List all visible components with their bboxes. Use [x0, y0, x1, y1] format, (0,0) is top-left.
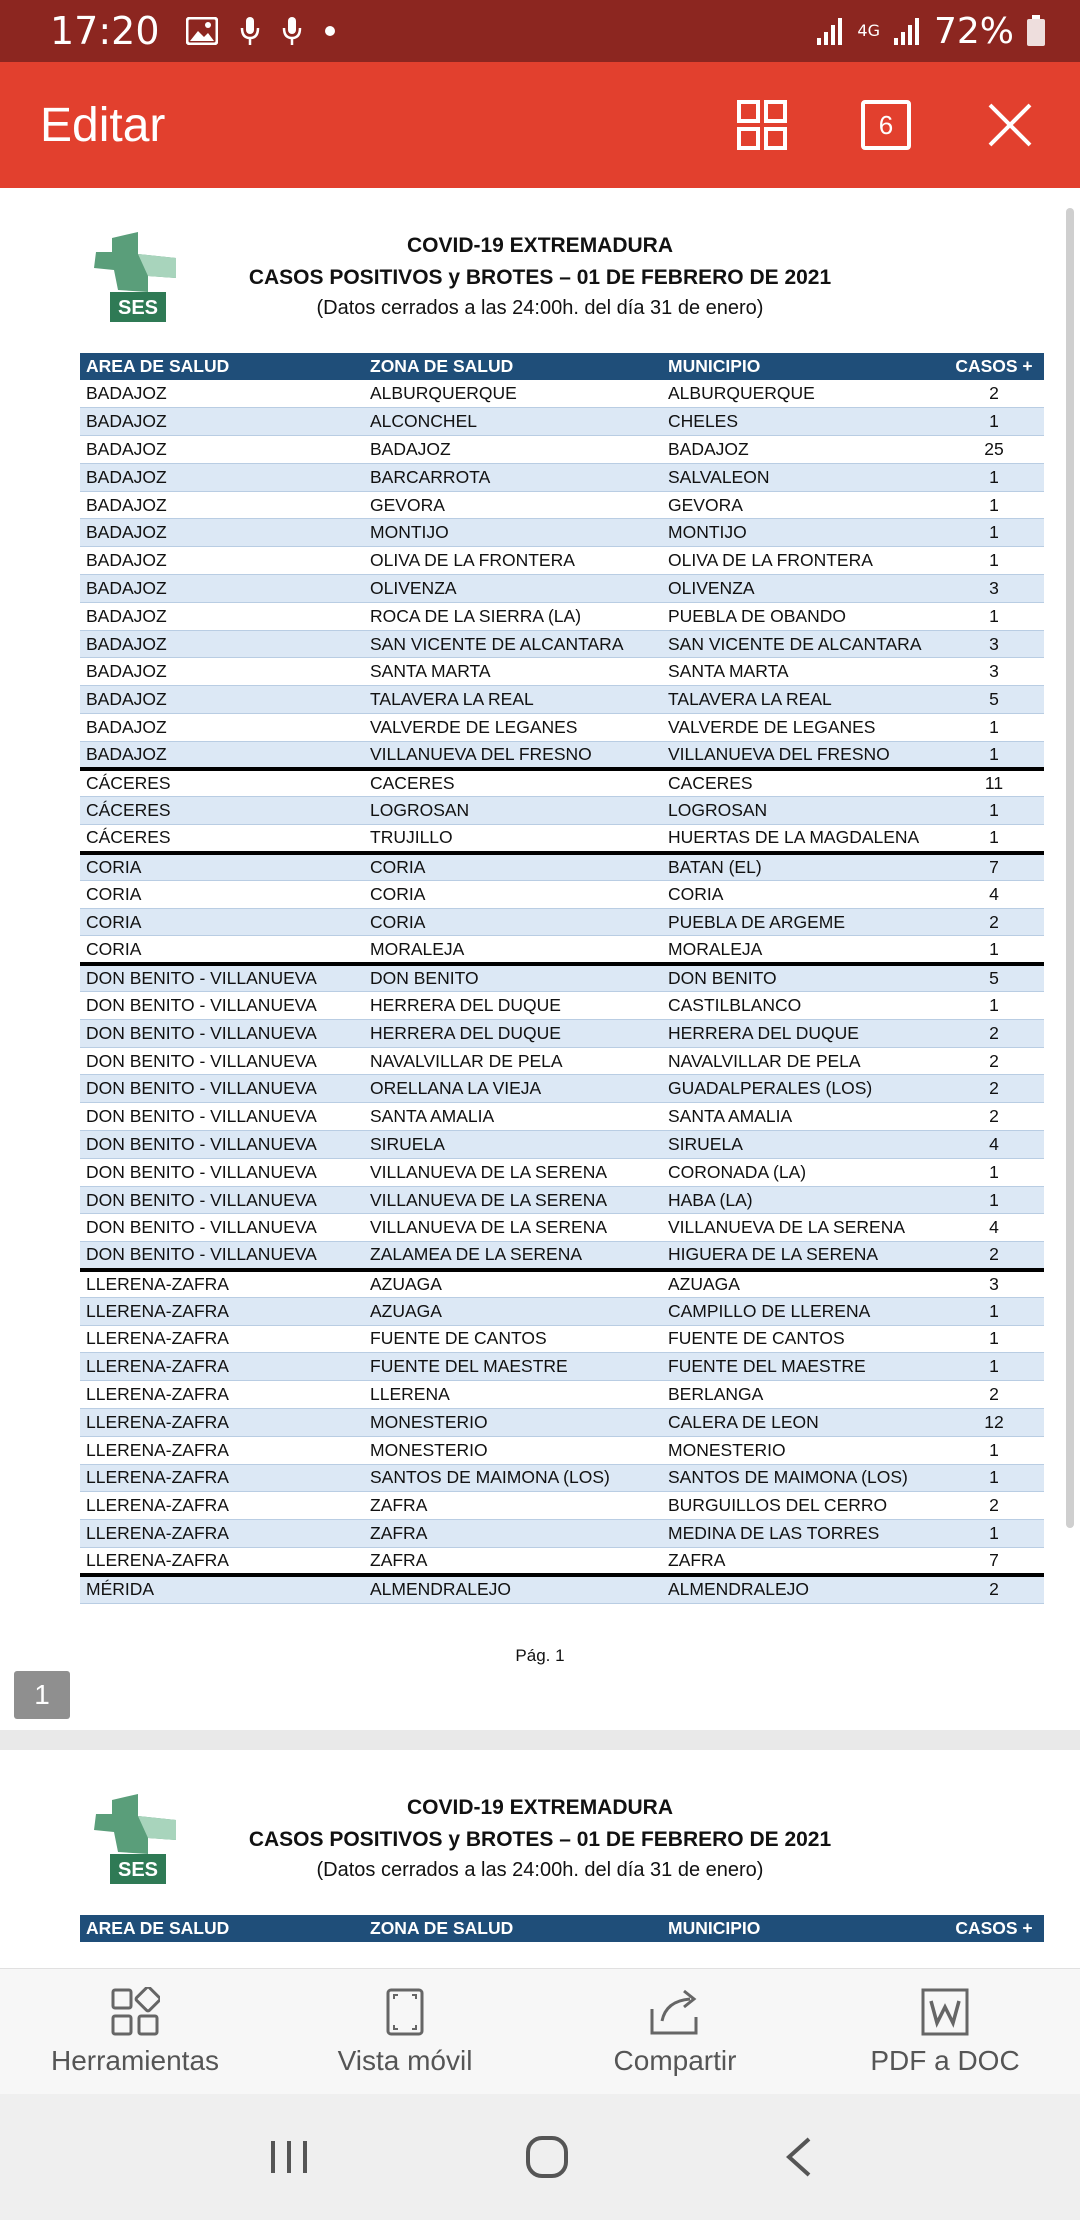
cell-municipio: SANTA AMALIA — [662, 1103, 944, 1131]
table-row — [80, 1353, 1044, 1381]
cases-table — [80, 353, 1044, 1604]
cell-municipio: ZAFRA — [662, 1547, 944, 1575]
signal-icon-2 — [892, 16, 922, 46]
cell-zona: HERRERA DEL DUQUE — [364, 1019, 662, 1047]
doc-header — [0, 188, 1080, 350]
cell-municipio: HERRERA DEL DUQUE — [662, 1019, 944, 1047]
cell-municipio: FUENTE DE CANTOS — [662, 1325, 944, 1353]
network-type: 4G — [857, 21, 880, 40]
recent-apps-icon[interactable] — [267, 2137, 311, 2177]
table-row — [80, 1019, 1044, 1047]
col-area-2: AREA DE SALUD — [80, 1915, 364, 1942]
battery-percent: 72% — [933, 10, 1014, 52]
cell-municipio: SALVALEON — [662, 463, 944, 491]
cell-area: DON BENITO - VILLANUEVA — [80, 1047, 364, 1075]
cell-casos: 1 — [944, 1158, 1044, 1186]
table-row — [80, 1186, 1044, 1214]
cell-zona: CORIA — [364, 880, 662, 908]
cell-casos: 1 — [944, 1520, 1044, 1548]
cell-casos: 5 — [944, 964, 1044, 992]
table-row — [80, 936, 1044, 964]
home-icon[interactable] — [525, 2135, 569, 2179]
cell-casos: 1 — [944, 714, 1044, 742]
cell-zona: MONESTERIO — [364, 1436, 662, 1464]
cell-casos: 2 — [944, 1242, 1044, 1270]
cell-zona: OLIVA DE LA FRONTERA — [364, 547, 662, 575]
cell-area: DON BENITO - VILLANUEVA — [80, 1131, 364, 1159]
share-label: Compartir — [613, 2044, 737, 2076]
cell-municipio: NAVALVILLAR DE PELA — [662, 1047, 944, 1075]
cell-municipio: VILLANUEVA DEL FRESNO — [662, 741, 944, 769]
cell-zona: FUENTE DEL MAESTRE — [364, 1353, 662, 1381]
cell-zona: ALCONCHEL — [364, 408, 662, 436]
cell-casos: 1 — [944, 1436, 1044, 1464]
cell-area: DON BENITO - VILLANUEVA — [80, 1103, 364, 1131]
cell-zona: ZALAMEA DE LA SERENA — [364, 1242, 662, 1270]
cell-zona: VILLANUEVA DEL FRESNO — [364, 741, 662, 769]
status-time: 17:20 — [50, 9, 160, 53]
table-row — [80, 741, 1044, 769]
table-row — [80, 1464, 1044, 1492]
table-row — [80, 408, 1044, 436]
col-municipio: MUNICIPIO — [662, 353, 944, 380]
cell-casos: 1 — [944, 825, 1044, 853]
table-row — [80, 630, 1044, 658]
cell-casos: 1 — [944, 1186, 1044, 1214]
table-header-row-2 — [80, 1915, 1044, 1942]
mobile-view-button[interactable] — [270, 1969, 540, 2094]
table-row — [80, 491, 1044, 519]
cell-zona: TALAVERA LA REAL — [364, 686, 662, 714]
table-row — [80, 825, 1044, 853]
cell-casos: 1 — [944, 519, 1044, 547]
table-row — [80, 658, 1044, 686]
doc-header-2 — [0, 1750, 1080, 1912]
cell-municipio: SIRUELA — [662, 1131, 944, 1159]
table-row — [80, 1492, 1044, 1520]
cell-zona: VILLANUEVA DE LA SERENA — [364, 1158, 662, 1186]
cell-casos: 2 — [944, 1103, 1044, 1131]
cell-municipio: CHELES — [662, 408, 944, 436]
cell-municipio: GEVORA — [662, 491, 944, 519]
cell-casos: 1 — [944, 797, 1044, 825]
cell-municipio: OLIVENZA — [662, 575, 944, 603]
cell-municipio: BADAJOZ — [662, 436, 944, 464]
microphone-icon — [240, 16, 260, 46]
table-row — [80, 1547, 1044, 1575]
cell-casos: 1 — [944, 1297, 1044, 1325]
cell-zona: CORIA — [364, 908, 662, 936]
cell-casos: 1 — [944, 1353, 1044, 1381]
doc-note-2: (Datos cerrados a las 24:00h. del día 31 de enero) — [316, 1859, 764, 1881]
cell-area: LLERENA-ZAFRA — [80, 1381, 364, 1409]
cell-area: LLERENA-ZAFRA — [80, 1520, 364, 1548]
cell-municipio: MONESTERIO — [662, 1436, 944, 1464]
table-row — [80, 908, 1044, 936]
table-row — [80, 992, 1044, 1020]
cell-zona: ROCA DE LA SIERRA (LA) — [364, 602, 662, 630]
cell-area: BADAJOZ — [80, 380, 364, 408]
table-row — [80, 575, 1044, 603]
cell-area: BADAJOZ — [80, 741, 364, 769]
cell-zona: ZAFRA — [364, 1492, 662, 1520]
col-zona-2: ZONA DE SALUD — [364, 1915, 662, 1942]
cell-area: BADAJOZ — [80, 491, 364, 519]
cell-municipio: BATAN (EL) — [662, 853, 944, 881]
cell-municipio: BERLANGA — [662, 1381, 944, 1409]
cell-zona: MORALEJA — [364, 936, 662, 964]
doc-title-2: COVID-19 EXTREMADURA — [406, 1796, 674, 1819]
cell-area: DON BENITO - VILLANUEVA — [80, 1214, 364, 1242]
cell-area: BADAJOZ — [80, 658, 364, 686]
cell-municipio: SAN VICENTE DE ALCANTARA — [662, 630, 944, 658]
table-row — [80, 1381, 1044, 1409]
table-row — [80, 436, 1044, 464]
signal-icon — [815, 16, 845, 46]
cell-area: DON BENITO - VILLANUEVA — [80, 1158, 364, 1186]
dot-icon — [324, 25, 336, 37]
cell-area: CÁCERES — [80, 769, 364, 797]
cell-area: BADAJOZ — [80, 630, 364, 658]
cell-area: MÉRIDA — [80, 1575, 364, 1603]
cell-casos: 25 — [944, 436, 1044, 464]
table-row — [80, 964, 1044, 992]
cell-area: DON BENITO - VILLANUEVA — [80, 964, 364, 992]
cell-casos: 2 — [944, 1575, 1044, 1603]
cell-casos: 12 — [944, 1408, 1044, 1436]
doc-note: (Datos cerrados a las 24:00h. del día 31 de enero) — [316, 297, 764, 319]
cell-municipio: VILLANUEVA DE LA SERENA — [662, 1214, 944, 1242]
cell-casos: 1 — [944, 992, 1044, 1020]
pdf-to-doc-label: PDF a DOC — [870, 2044, 1020, 2076]
cell-zona: DON BENITO — [364, 964, 662, 992]
tools-button[interactable] — [0, 1969, 270, 2094]
cell-municipio: SANTOS DE MAIMONA (LOS) — [662, 1464, 944, 1492]
status-bar — [0, 0, 1080, 62]
cell-casos: 11 — [944, 769, 1044, 797]
logo-text: SES — [117, 297, 159, 319]
cell-casos: 7 — [944, 1547, 1044, 1575]
cell-casos: 3 — [944, 575, 1044, 603]
cell-zona: SAN VICENTE DE ALCANTARA — [364, 630, 662, 658]
cell-municipio: PUEBLA DE OBANDO — [662, 602, 944, 630]
table-row — [80, 1214, 1044, 1242]
cell-area: CORIA — [80, 908, 364, 936]
pdf-to-doc-button[interactable] — [810, 1969, 1080, 2094]
cell-municipio: MONTIJO — [662, 519, 944, 547]
doc-subtitle-2: CASOS POSITIVOS y BROTES – 01 DE FEBRERO DE 2021 — [248, 1828, 832, 1851]
cell-zona: VALVERDE DE LEGANES — [364, 714, 662, 742]
cell-municipio: TALAVERA LA REAL — [662, 686, 944, 714]
table-row — [80, 602, 1044, 630]
cell-municipio: HUERTAS DE LA MAGDALENA — [662, 825, 944, 853]
page-count: 6 — [861, 100, 911, 150]
cell-area: CÁCERES — [80, 797, 364, 825]
cell-municipio: MORALEJA — [662, 936, 944, 964]
notification-icons — [186, 16, 336, 46]
cell-casos: 1 — [944, 491, 1044, 519]
cell-area: LLERENA-ZAFRA — [80, 1547, 364, 1575]
table-row — [80, 714, 1044, 742]
col-casos-2: CASOS + — [944, 1915, 1044, 1942]
table-row — [80, 380, 1044, 408]
cell-municipio: CORIA — [662, 880, 944, 908]
tools-icon — [110, 1987, 160, 2037]
cell-casos: 4 — [944, 880, 1044, 908]
cell-casos: 1 — [944, 1464, 1044, 1492]
col-municipio-2: MUNICIPIO — [662, 1915, 944, 1942]
cell-area: LLERENA-ZAFRA — [80, 1464, 364, 1492]
cell-municipio: PUEBLA DE ARGEME — [662, 908, 944, 936]
cell-casos: 2 — [944, 1019, 1044, 1047]
cell-area: LLERENA-ZAFRA — [80, 1492, 364, 1520]
table-row — [80, 1520, 1044, 1548]
cell-casos: 7 — [944, 853, 1044, 881]
cell-zona: ALMENDRALEJO — [364, 1575, 662, 1603]
cell-casos: 1 — [944, 602, 1044, 630]
cell-casos: 3 — [944, 630, 1044, 658]
cell-zona: LLERENA — [364, 1381, 662, 1409]
cell-zona: SANTA AMALIA — [364, 1103, 662, 1131]
cell-municipio: CASTILBLANCO — [662, 992, 944, 1020]
cell-zona: BARCARROTA — [364, 463, 662, 491]
scrollbar[interactable] — [1066, 208, 1074, 1528]
cell-zona: AZUAGA — [364, 1297, 662, 1325]
table-row — [80, 1158, 1044, 1186]
cell-casos: 1 — [944, 463, 1044, 491]
table-row — [80, 797, 1044, 825]
cell-casos: 1 — [944, 936, 1044, 964]
cell-area: LLERENA-ZAFRA — [80, 1436, 364, 1464]
cell-zona: MONESTERIO — [364, 1408, 662, 1436]
cell-municipio: LOGROSAN — [662, 797, 944, 825]
cell-area: BADAJOZ — [80, 714, 364, 742]
status-right — [815, 11, 1046, 52]
cell-zona: CACERES — [364, 769, 662, 797]
cell-zona: SANTA MARTA — [364, 658, 662, 686]
cell-casos: 2 — [944, 1381, 1044, 1409]
cell-casos: 2 — [944, 1047, 1044, 1075]
battery-icon — [1026, 15, 1046, 47]
image-icon — [186, 17, 218, 45]
cell-municipio: CAMPILLO DE LLERENA — [662, 1297, 944, 1325]
system-nav-bar — [0, 2094, 1080, 2220]
back-icon[interactable] — [783, 2135, 813, 2179]
word-doc-icon — [920, 1987, 970, 2037]
cell-casos: 2 — [944, 1075, 1044, 1103]
doc-heading — [0, 230, 1080, 322]
cell-municipio: CORONADA (LA) — [662, 1158, 944, 1186]
cell-area: CORIA — [80, 880, 364, 908]
cell-casos: 4 — [944, 1131, 1044, 1159]
cell-zona: LOGROSAN — [364, 797, 662, 825]
table-row — [80, 769, 1044, 797]
table-row — [80, 1575, 1044, 1603]
cell-municipio: AZUAGA — [662, 1270, 944, 1298]
cell-municipio: SANTA MARTA — [662, 658, 944, 686]
table-row — [80, 1131, 1044, 1159]
cell-municipio: GUADALPERALES (LOS) — [662, 1075, 944, 1103]
cell-casos: 1 — [944, 408, 1044, 436]
page-number-badge: 1 — [14, 1671, 70, 1719]
cell-municipio: HABA (LA) — [662, 1186, 944, 1214]
share-button[interactable] — [540, 1969, 810, 2094]
cell-area: BADAJOZ — [80, 408, 364, 436]
cell-zona: HERRERA DEL DUQUE — [364, 992, 662, 1020]
cell-zona: BADAJOZ — [364, 436, 662, 464]
cell-area: BADAJOZ — [80, 436, 364, 464]
cell-zona: SANTOS DE MAIMONA (LOS) — [364, 1464, 662, 1492]
cell-casos: 2 — [944, 1492, 1044, 1520]
table-row — [80, 547, 1044, 575]
cell-area: CORIA — [80, 853, 364, 881]
cell-municipio: ALBURQUERQUE — [662, 380, 944, 408]
cell-zona: MONTIJO — [364, 519, 662, 547]
cell-municipio: CACERES — [662, 769, 944, 797]
page-footer: Pág. 1 — [515, 1646, 565, 1665]
cell-casos: 1 — [944, 1325, 1044, 1353]
col-area: AREA DE SALUD — [80, 353, 364, 380]
cell-municipio: FUENTE DEL MAESTRE — [662, 1353, 944, 1381]
cell-municipio: MEDINA DE LAS TORRES — [662, 1520, 944, 1548]
cell-area: DON BENITO - VILLANUEVA — [80, 1075, 364, 1103]
app-title: Editar — [40, 98, 166, 152]
cell-zona: ZAFRA — [364, 1547, 662, 1575]
cell-zona: ZAFRA — [364, 1520, 662, 1548]
table-row — [80, 880, 1044, 908]
document-viewer[interactable] — [0, 188, 1080, 1968]
cell-zona: FUENTE DE CANTOS — [364, 1325, 662, 1353]
cell-casos: 3 — [944, 1270, 1044, 1298]
cell-area: CORIA — [80, 936, 364, 964]
cell-zona: CORIA — [364, 853, 662, 881]
cell-area: LLERENA-ZAFRA — [80, 1297, 364, 1325]
close-icon — [986, 101, 1034, 149]
cell-area: LLERENA-ZAFRA — [80, 1270, 364, 1298]
app-bar — [0, 62, 1080, 188]
cell-municipio: DON BENITO — [662, 964, 944, 992]
bottom-toolbar — [0, 1968, 1080, 2094]
table-header-row — [80, 353, 1044, 380]
cell-zona: ORELLANA LA VIEJA — [364, 1075, 662, 1103]
cases-table-2 — [80, 1915, 1044, 1942]
doc-heading-2 — [0, 1792, 1080, 1884]
table-row — [80, 1242, 1044, 1270]
cell-municipio: ALMENDRALEJO — [662, 1575, 944, 1603]
cell-casos: 1 — [944, 741, 1044, 769]
cell-municipio: OLIVA DE LA FRONTERA — [662, 547, 944, 575]
cell-casos: 2 — [944, 380, 1044, 408]
cell-area: DON BENITO - VILLANUEVA — [80, 992, 364, 1020]
table-row — [80, 1075, 1044, 1103]
tools-label: Herramientas — [50, 2044, 220, 2076]
pdf-page-1 — [0, 188, 1080, 1730]
cell-area: BADAJOZ — [80, 575, 364, 603]
grid-view-button[interactable] — [732, 95, 792, 155]
app-actions — [732, 95, 1040, 155]
grid-icon — [736, 99, 788, 151]
table-row — [80, 853, 1044, 881]
cell-municipio: HIGUERA DE LA SERENA — [662, 1242, 944, 1270]
table-row — [80, 1325, 1044, 1353]
cell-zona: TRUJILLO — [364, 825, 662, 853]
cell-zona: VILLANUEVA DE LA SERENA — [364, 1186, 662, 1214]
cell-area: BADAJOZ — [80, 602, 364, 630]
cell-casos: 3 — [944, 658, 1044, 686]
cell-area: BADAJOZ — [80, 519, 364, 547]
cell-zona: VILLANUEVA DE LA SERENA — [364, 1214, 662, 1242]
close-button[interactable] — [980, 95, 1040, 155]
cell-zona: SIRUELA — [364, 1131, 662, 1159]
cell-municipio: CALERA DE LEON — [662, 1408, 944, 1436]
table-row — [80, 1047, 1044, 1075]
cell-municipio: BURGUILLOS DEL CERRO — [662, 1492, 944, 1520]
cell-casos: 4 — [944, 1214, 1044, 1242]
cell-area: DON BENITO - VILLANUEVA — [80, 1186, 364, 1214]
cell-casos: 5 — [944, 686, 1044, 714]
cell-municipio: VALVERDE DE LEGANES — [662, 714, 944, 742]
table-row — [80, 686, 1044, 714]
table-row — [80, 1408, 1044, 1436]
cell-zona: GEVORA — [364, 491, 662, 519]
cell-area: DON BENITO - VILLANUEVA — [80, 1019, 364, 1047]
cell-casos: 1 — [944, 547, 1044, 575]
doc-subtitle: CASOS POSITIVOS y BROTES – 01 DE FEBRERO DE 2021 — [248, 266, 832, 289]
mobile-view-label: Vista móvil — [337, 2044, 473, 2076]
col-casos: CASOS + — [944, 353, 1044, 380]
cell-zona: NAVALVILLAR DE PELA — [364, 1047, 662, 1075]
mobile-view-icon — [385, 1987, 425, 2037]
table-row — [80, 519, 1044, 547]
cell-area: LLERENA-ZAFRA — [80, 1408, 364, 1436]
cell-area: LLERENA-ZAFRA — [80, 1353, 364, 1381]
share-icon — [648, 1987, 702, 2037]
table-row — [80, 463, 1044, 491]
col-zona: ZONA DE SALUD — [364, 353, 662, 380]
table-row — [80, 1270, 1044, 1298]
page-count-button[interactable] — [856, 95, 916, 155]
cell-zona: AZUAGA — [364, 1270, 662, 1298]
pdf-page-2 — [0, 1750, 1080, 1968]
cell-area: BADAJOZ — [80, 463, 364, 491]
table-row — [80, 1297, 1044, 1325]
table-row — [80, 1103, 1044, 1131]
cell-casos: 2 — [944, 908, 1044, 936]
cell-area: BADAJOZ — [80, 686, 364, 714]
table-row — [80, 1436, 1044, 1464]
logo-text-2: SES — [117, 1859, 159, 1881]
cell-area: LLERENA-ZAFRA — [80, 1325, 364, 1353]
doc-title: COVID-19 EXTREMADURA — [406, 234, 674, 257]
cell-area: DON BENITO - VILLANUEVA — [80, 1242, 364, 1270]
cell-zona: ALBURQUERQUE — [364, 380, 662, 408]
cell-zona: OLIVENZA — [364, 575, 662, 603]
cell-area: CÁCERES — [80, 825, 364, 853]
microphone-icon-2 — [282, 16, 302, 46]
cell-area: BADAJOZ — [80, 547, 364, 575]
